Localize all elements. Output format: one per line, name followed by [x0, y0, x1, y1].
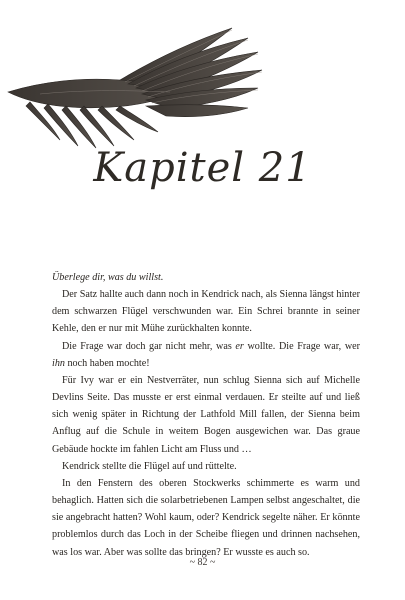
text-run: noch haben mochte! — [64, 357, 150, 369]
paragraph — [52, 458, 360, 475]
text-run: wollte. Die Frage war, wer — [243, 340, 360, 352]
italic-text: er — [235, 340, 244, 352]
text-run: In den Fenstern des oberen Stockwerks schimmerte es warm und behaglich. Hatten sich die solarbetriebenen Lampen selbst angeschaltet, die sie angebracht hatten? Wohl kaum, oder? Kendrick segelte näher. Er könnte problemlos durch das Loch in der Scheibe fliegen und drinnen nachsehen, was los war. Aber was sollte das bringen? Er wusste es auch so. — [52, 477, 360, 558]
text-run: Die Frage war doch gar nicht mehr, was — [62, 340, 236, 352]
paragraph — [52, 269, 360, 286]
text-run: Kendrick stellte die Flügel auf und rüttelte. — [62, 460, 237, 472]
page-number: ~ 82 ~ — [189, 557, 216, 568]
body-text — [52, 269, 360, 561]
wing-illustration — [0, 22, 268, 150]
text-run: Für Ivy war er ein Nestverräter, nun schlug Sienna sich auf Michelle Devlins Seite. Das musste er erst einmal verdauen. Er steilte auf und ließ sich wenig später in Richtung der Lathfold Mill fallen, der Sienna beim Anflug auf die Schule in weitem Bogen ausgewichen war. Das graue Gebäude hockte im fahlen Licht am Fluss und … — [52, 374, 360, 455]
italic-text: Überlege dir, was du willst. — [52, 272, 164, 283]
italic-text: ihn — [52, 357, 65, 369]
paragraph — [52, 372, 360, 458]
paragraph — [52, 286, 360, 337]
paragraph — [52, 338, 360, 372]
paragraph — [52, 475, 360, 561]
chapter-title: Kapitel 21 — [93, 145, 312, 191]
text-run: Der Satz hallte auch dann noch in Kendrick nach, als Sienna längst hinter dem schwarzen Flügel verschwunden war. Ein Schrei brannte in seiner Kehle, den er nur mit Mühe zurückhalten konnte. — [52, 289, 360, 335]
